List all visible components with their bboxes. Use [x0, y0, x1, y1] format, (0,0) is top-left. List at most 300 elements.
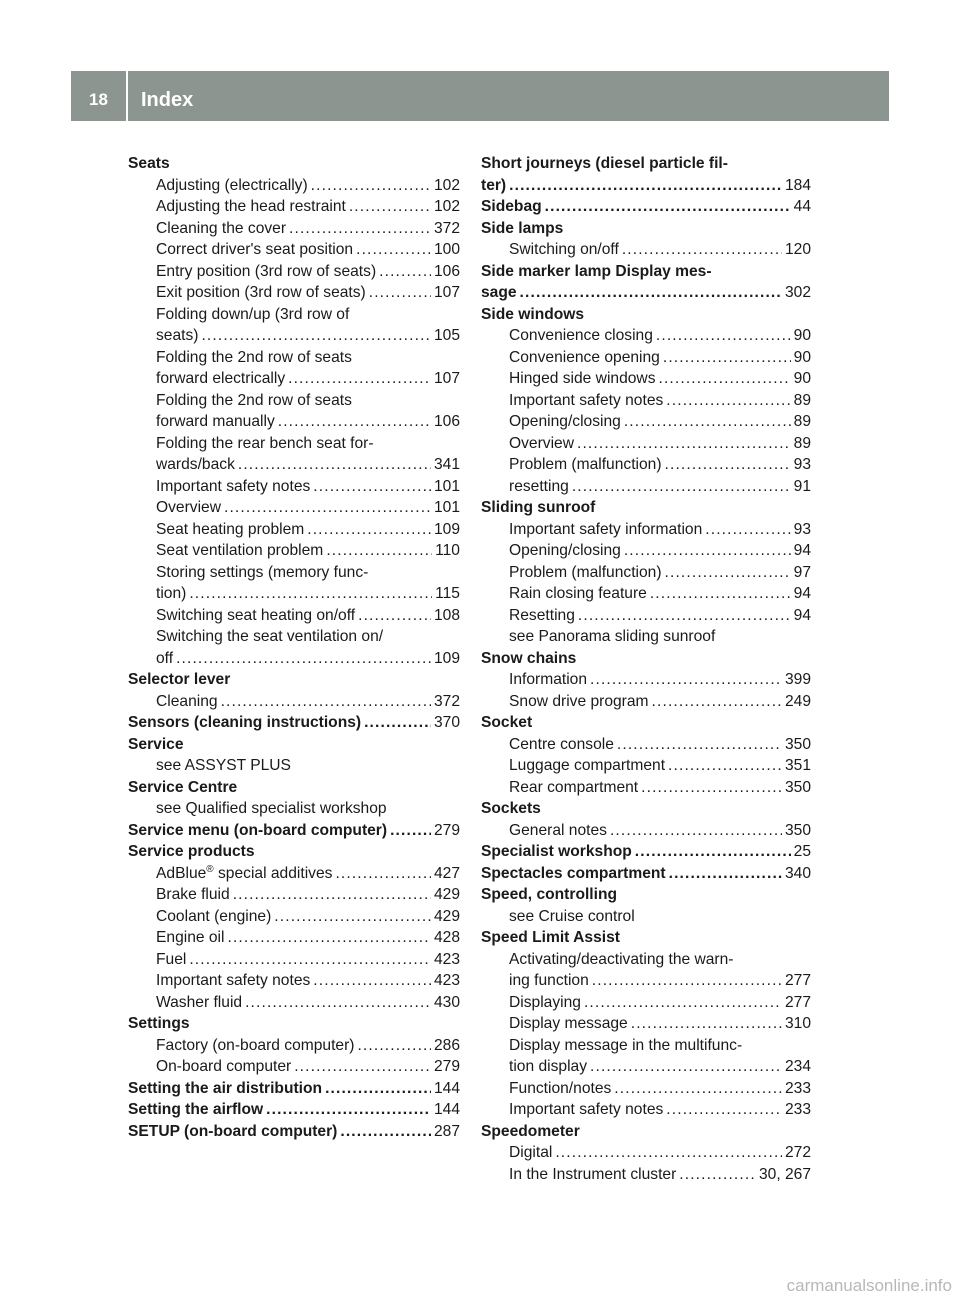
entry-label: Cleaning the cover	[156, 219, 287, 237]
entry-label: Overview	[509, 434, 574, 452]
entry-text	[481, 282, 517, 304]
dot-leader	[610, 820, 782, 842]
page-reference: 279	[433, 1058, 460, 1075]
dot-leader	[656, 325, 791, 347]
entry-label: On-board computer	[156, 1058, 292, 1075]
entry-label: Engine oil	[156, 929, 225, 946]
entry-label: sage	[481, 284, 517, 301]
entry-label: Displaying	[509, 993, 581, 1011]
page-reference: 340	[784, 864, 811, 882]
entry-label: Important safety notes	[509, 391, 664, 409]
index-subentry	[481, 368, 811, 390]
entry-text	[509, 325, 653, 347]
entry-label: Overview	[156, 499, 221, 516]
entry-text	[509, 540, 621, 562]
entry-label: Seat ventilation problem	[156, 542, 324, 559]
index-heading: Sliding sunroof	[481, 499, 596, 516]
index-subentry	[128, 239, 460, 261]
entry-text	[509, 1142, 552, 1164]
entry-text	[156, 992, 242, 1014]
entry-label: Digital	[509, 1144, 553, 1161]
dot-leader	[311, 175, 431, 197]
page-reference: 310	[784, 1015, 811, 1032]
index-subentry	[481, 411, 811, 433]
page-reference: 25	[793, 843, 811, 860]
index-column-right	[481, 153, 811, 1185]
index-subentry	[481, 970, 811, 992]
dot-leader	[617, 734, 782, 756]
dot-leader	[325, 1078, 431, 1100]
page-reference: 428	[433, 929, 460, 946]
entry-label: Switching seat heating on/off	[156, 606, 356, 624]
dot-leader	[349, 196, 431, 218]
index-subentry	[481, 755, 811, 777]
entry-label: SETUP (on-board computer)	[128, 1122, 338, 1140]
index-subentry	[481, 992, 811, 1014]
entry-text	[509, 583, 647, 605]
index-subentry	[481, 519, 811, 541]
dot-leader	[326, 540, 432, 562]
entry-label: Problem (malfunction)	[509, 456, 662, 473]
dot-leader	[228, 927, 431, 949]
page-reference: 350	[784, 821, 811, 839]
index-subentry: see Cruise control	[509, 907, 635, 925]
index-heading	[128, 712, 460, 734]
dot-leader	[590, 669, 782, 691]
entry-text	[156, 175, 308, 197]
entry-label: Problem (malfunction)	[509, 563, 662, 581]
entry-text	[156, 1056, 291, 1078]
index-subentry	[128, 583, 460, 605]
entry-text	[509, 734, 614, 756]
index-subentry	[128, 325, 460, 347]
page-reference: 115	[435, 585, 460, 602]
page-reference: 106	[433, 262, 460, 280]
entry-text	[156, 970, 310, 992]
entry-text	[509, 755, 665, 777]
entry-text	[509, 992, 581, 1014]
entry-text	[509, 777, 638, 799]
entry-text	[156, 261, 376, 283]
page-reference: 350	[784, 778, 811, 796]
dot-leader	[705, 519, 790, 541]
entry-label: Switching on/off	[509, 241, 619, 258]
dot-leader	[245, 992, 431, 1014]
page-reference: 94	[793, 585, 811, 602]
entry-text	[509, 970, 589, 992]
index-subentry	[128, 196, 460, 218]
entry-text	[509, 691, 649, 713]
header-divider	[126, 71, 128, 121]
entry-label: General notes	[509, 821, 607, 839]
entry-text	[509, 1099, 663, 1121]
entry-label: Coolant (engine)	[156, 907, 272, 925]
index-subentry	[128, 368, 460, 390]
index-heading	[128, 1121, 460, 1143]
page-reference: 89	[793, 413, 811, 430]
index-heading: Speed, controlling	[481, 886, 618, 903]
page-reference: 429	[433, 886, 460, 903]
page-reference: 107	[433, 284, 460, 301]
entry-text	[481, 196, 542, 218]
entry-label: Opening/closing	[509, 413, 621, 430]
entry-label: Important safety notes	[509, 1101, 664, 1118]
entry-label: Important safety notes	[156, 477, 311, 495]
entry-text	[509, 368, 656, 390]
entry-label: Brake fluid	[156, 886, 230, 903]
entry-text	[509, 411, 621, 433]
entry-text	[509, 476, 569, 498]
entry-text	[128, 1099, 263, 1121]
page-reference: 106	[433, 413, 460, 430]
entry-text	[156, 927, 225, 949]
page-reference: 399	[784, 671, 811, 688]
index-heading: Side windows	[481, 305, 585, 323]
page-reference: 97	[793, 563, 811, 581]
dot-leader	[189, 949, 431, 971]
index-heading: Speed Limit Assist	[481, 929, 620, 946]
dot-leader	[509, 175, 782, 197]
index-heading: Selector lever	[128, 671, 231, 688]
dot-leader	[666, 390, 790, 412]
index-subentry	[128, 992, 460, 1014]
dot-leader	[669, 863, 782, 885]
entry-label: Luggage compartment	[509, 757, 666, 774]
page-reference: 94	[793, 542, 811, 559]
entry-label: Important safety information	[509, 520, 703, 538]
registered-mark: ®	[206, 863, 214, 875]
entry-text	[509, 390, 663, 412]
index-subentry: Folding the 2nd row of seats	[156, 391, 352, 409]
entry-text	[156, 476, 310, 498]
entry-label: Resetting	[509, 606, 575, 624]
entry-text	[509, 433, 574, 455]
index-subentry	[481, 691, 811, 713]
page-reference: 108	[433, 606, 460, 624]
page-reference: 233	[784, 1101, 811, 1118]
entry-text	[156, 605, 355, 627]
page-reference: 279	[433, 821, 460, 839]
index-subentry	[481, 669, 811, 691]
entry-text	[509, 820, 607, 842]
entry-text	[128, 820, 387, 842]
entry-label: Spectacles compartment	[481, 864, 666, 882]
index-subentry: Folding down/up (3rd row of	[156, 305, 350, 323]
dot-leader	[221, 691, 431, 713]
page-reference: 90	[793, 370, 811, 387]
dot-leader	[545, 196, 791, 218]
index-subentry	[481, 239, 811, 261]
page-reference: 286	[433, 1036, 460, 1054]
index-subentry	[128, 411, 460, 433]
index-subentry: see Panorama sliding sunroof	[509, 628, 716, 645]
dot-leader	[357, 1035, 431, 1057]
entry-text	[156, 540, 323, 562]
index-subentry	[128, 497, 460, 519]
entry-text	[481, 841, 632, 863]
entry-label: ter)	[481, 176, 507, 194]
index-subentry	[128, 454, 460, 476]
entry-text	[481, 175, 506, 197]
index-subentry: Folding the 2nd row of seats	[156, 348, 352, 366]
dot-leader	[369, 282, 431, 304]
entry-label: Convenience closing	[509, 327, 653, 344]
dot-leader	[577, 433, 791, 455]
dot-leader	[650, 583, 791, 605]
entry-label: Fuel	[156, 950, 187, 968]
entry-text	[156, 1035, 354, 1057]
page-reference: 107	[433, 370, 460, 387]
index-heading: Sockets	[481, 800, 541, 817]
index-subentry	[128, 906, 460, 928]
entry-label: Rear compartment	[509, 778, 639, 796]
page-reference: 93	[793, 520, 811, 538]
index-heading: Side marker lamp Display mes-	[481, 262, 712, 280]
dot-leader	[659, 368, 791, 390]
page-reference: 120	[784, 241, 811, 258]
entry-label: forward electrically	[156, 370, 286, 387]
index-heading: Seats	[128, 155, 170, 172]
entry-text	[156, 863, 332, 885]
page-reference: 423	[433, 950, 460, 968]
page-reference: 277	[784, 972, 811, 989]
dot-leader	[238, 454, 431, 476]
entry-text	[509, 669, 587, 691]
dot-leader	[679, 1164, 756, 1186]
entry-text	[128, 1078, 322, 1100]
dot-leader	[668, 755, 782, 777]
index-subentry	[481, 454, 811, 476]
entry-text	[509, 239, 619, 261]
dot-leader	[176, 648, 431, 670]
entry-text	[156, 282, 366, 304]
entry-label: Specialist workshop	[481, 843, 632, 860]
index-subentry	[128, 476, 460, 498]
entry-label: forward manually	[156, 413, 275, 430]
dot-leader	[663, 347, 791, 369]
entry-label: tion display	[509, 1058, 588, 1075]
index-heading	[128, 820, 460, 842]
index-subentry	[481, 476, 811, 498]
index-subentry	[481, 777, 811, 799]
dot-leader	[189, 583, 432, 605]
entry-text	[481, 863, 666, 885]
entry-text	[156, 196, 346, 218]
page-reference: 91	[793, 477, 811, 495]
index-subentry	[128, 884, 460, 906]
index-heading: Speedometer	[481, 1122, 580, 1140]
page-reference: 351	[784, 757, 811, 774]
page-reference: 44	[793, 198, 811, 215]
page-reference: 102	[433, 198, 460, 215]
entry-label: Seat heating problem	[156, 520, 305, 538]
page-reference: 184	[784, 176, 811, 194]
entry-label: Exit position (3rd row of seats)	[156, 284, 366, 301]
entry-label: Correct driver's seat position	[156, 241, 354, 258]
page-reference: 427	[433, 864, 460, 882]
dot-leader	[665, 562, 791, 584]
entry-label: Rain closing feature	[509, 585, 647, 602]
index-heading: Snow chains	[481, 649, 577, 667]
dot-leader	[313, 970, 431, 992]
page-number: 18	[89, 90, 108, 109]
page-reference: 372	[433, 219, 460, 237]
index-subentry	[128, 927, 460, 949]
index-subentry	[128, 648, 460, 670]
index-subentry	[481, 1056, 811, 1078]
entry-text	[156, 949, 186, 971]
index-subentry	[128, 1056, 460, 1078]
index-heading	[481, 196, 811, 218]
page-reference: 144	[433, 1101, 460, 1118]
index-subentry	[128, 540, 460, 562]
index-heading: Short journeys (diesel particle fil-	[481, 155, 728, 172]
entry-text	[156, 906, 271, 928]
dot-leader	[665, 454, 791, 476]
page-reference: 144	[433, 1079, 460, 1097]
entry-label: Convenience opening	[509, 348, 660, 366]
entry-label: Sidebag	[481, 198, 542, 215]
entry-label: Sensors (cleaning instructions)	[128, 714, 362, 731]
index-subentry	[481, 1013, 811, 1035]
index-subentry	[481, 347, 811, 369]
index-subentry: Storing settings (memory func-	[156, 563, 369, 581]
entry-label: ing function	[509, 972, 589, 989]
dot-leader	[584, 992, 782, 1014]
index-heading: Socket	[481, 714, 533, 731]
index-subentry	[481, 734, 811, 756]
index-subentry: Display message in the multifunc-	[509, 1036, 743, 1054]
index-subentry	[481, 1078, 811, 1100]
index-subentry	[481, 1164, 811, 1186]
entry-label-continued: special additives	[213, 864, 333, 882]
index-subentry	[481, 562, 811, 584]
index-subentry	[481, 390, 811, 412]
entry-text	[128, 1121, 337, 1143]
dot-leader	[379, 261, 431, 283]
dot-leader	[313, 476, 431, 498]
index-heading	[481, 175, 811, 197]
index-heading	[481, 863, 811, 885]
entry-label: Opening/closing	[509, 542, 621, 559]
watermark: carmanualsonline.info	[786, 1276, 952, 1295]
index-subentry	[128, 519, 460, 541]
entry-text	[509, 562, 662, 584]
index-subentry: Folding the rear bench seat for-	[156, 434, 374, 452]
entry-label: tion)	[156, 585, 187, 602]
page-reference: 287	[433, 1122, 460, 1140]
dot-leader	[572, 476, 791, 498]
index-subentry	[128, 605, 460, 627]
entry-text	[509, 1078, 611, 1100]
dot-leader	[390, 820, 431, 842]
index-subentry	[128, 175, 460, 197]
entry-label: off	[156, 649, 174, 667]
entry-text	[156, 648, 173, 670]
dot-leader	[266, 1099, 431, 1121]
index-subentry	[481, 433, 811, 455]
dot-leader	[624, 411, 791, 433]
entry-label: Setting the airflow	[128, 1101, 264, 1118]
entry-label: Centre console	[509, 735, 614, 753]
index-heading: Service products	[128, 843, 255, 860]
index-subentry	[481, 325, 811, 347]
dot-leader	[635, 841, 791, 863]
entry-text	[156, 325, 198, 347]
entry-text	[509, 347, 660, 369]
entry-text	[156, 583, 186, 605]
page-reference: 277	[784, 993, 811, 1011]
entry-text	[156, 454, 235, 476]
dot-leader	[335, 863, 431, 885]
page-reference: 302	[784, 284, 811, 301]
dot-leader	[224, 497, 431, 519]
index-subentry	[481, 540, 811, 562]
entry-label: Factory (on-board computer)	[156, 1036, 355, 1054]
page-reference: 105	[433, 327, 460, 344]
page-reference: 429	[433, 907, 460, 925]
index-subentry	[128, 863, 460, 885]
index-heading	[481, 841, 811, 863]
entry-label: Display message	[509, 1015, 628, 1032]
entry-text	[156, 218, 286, 240]
entry-label: Adjusting the head restraint	[156, 198, 346, 215]
entry-label: seats)	[156, 327, 199, 344]
page-reference: 350	[784, 735, 811, 753]
index-subentry	[128, 949, 460, 971]
dot-leader	[274, 906, 431, 928]
entry-label: Cleaning	[156, 692, 218, 710]
dot-leader	[666, 1099, 782, 1121]
dot-leader	[555, 1142, 782, 1164]
dot-leader	[289, 218, 431, 240]
page-reference: 109	[433, 520, 460, 538]
entry-text	[509, 1164, 676, 1186]
index-subentry	[128, 970, 460, 992]
entry-label: Function/notes	[509, 1079, 612, 1097]
page-reference: 93	[793, 456, 811, 473]
entry-label: Setting the air distribution	[128, 1079, 323, 1097]
dot-leader	[233, 884, 431, 906]
page-reference: 249	[784, 692, 811, 710]
dot-leader	[592, 970, 782, 992]
index-heading	[128, 1078, 460, 1100]
page-reference: 110	[435, 542, 460, 559]
dot-leader	[590, 1056, 782, 1078]
page-reference: 272	[784, 1144, 811, 1161]
entry-text	[156, 691, 218, 713]
dot-leader	[631, 1013, 782, 1035]
dot-leader	[622, 239, 782, 261]
entry-text	[509, 605, 575, 627]
page-reference: 90	[793, 327, 811, 344]
entry-text	[156, 884, 230, 906]
entry-label: Entry position (3rd row of seats)	[156, 262, 377, 280]
entry-label: Adjusting (electrically)	[156, 176, 308, 194]
dot-leader	[520, 282, 782, 304]
page-reference: 94	[793, 606, 811, 624]
page-reference: 370	[433, 714, 460, 731]
index-subentry	[481, 1099, 811, 1121]
dot-leader	[624, 540, 791, 562]
page-reference: 102	[433, 176, 460, 194]
entry-text	[509, 454, 662, 476]
entry-label: Service menu (on-board computer)	[128, 821, 388, 839]
page-reference: 109	[433, 649, 460, 667]
index-subentry	[481, 820, 811, 842]
page-reference: 423	[433, 972, 460, 989]
dot-leader	[288, 368, 431, 390]
